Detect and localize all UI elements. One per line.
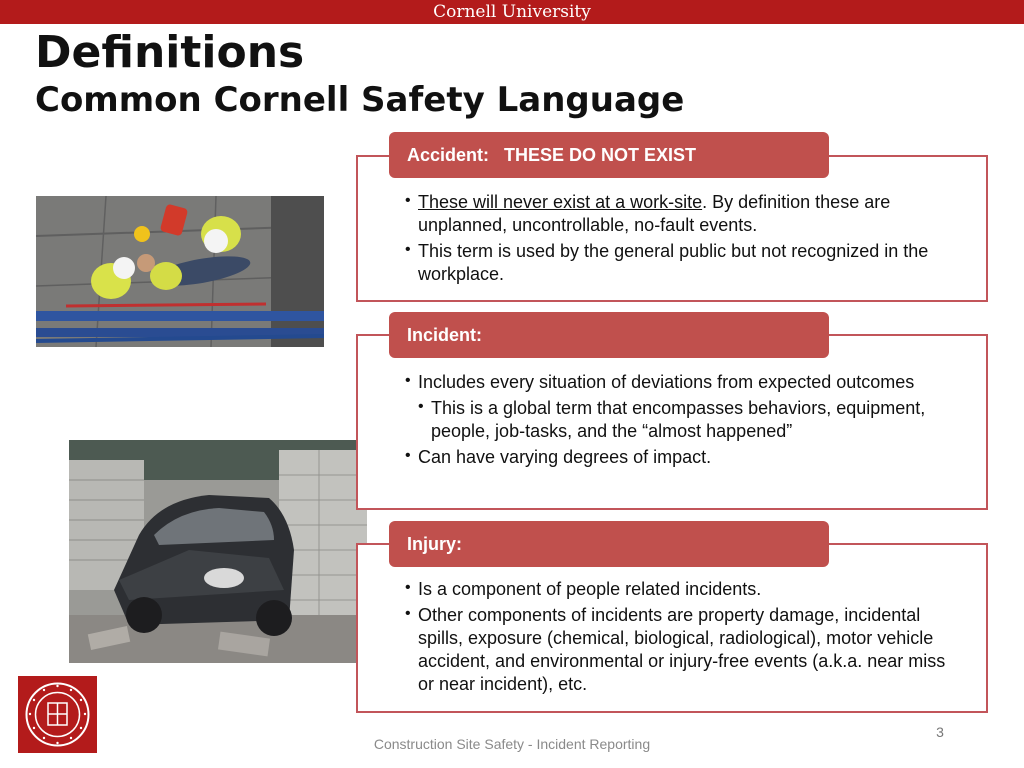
list-item: • This term is used by the general public but not recognized in the workplace.	[405, 240, 965, 286]
list-item: • This is a global term that encompasses behaviors, equipment, people, job-tasks, and the “almost happened”	[418, 397, 965, 443]
cornell-seal-logo	[18, 676, 97, 753]
injury-bullet-list	[405, 578, 965, 699]
accident-heading-tab	[389, 132, 829, 178]
list-item	[405, 191, 965, 237]
crashed-car-photo	[69, 440, 367, 663]
list-item: • Is a component of people related incidents.	[405, 578, 965, 601]
injury-heading: Injury:	[407, 534, 463, 554]
slide-title: Definitions	[35, 27, 305, 78]
incident-heading: Incident:	[407, 325, 482, 345]
list-item: • Other components of incidents are property damage, incidental spills, exposure (chemical, biological, radiological), motor vehicle accident, and environmental or injury-free events (a.k.a. near miss or near incident), etc.	[405, 604, 965, 696]
university-header-bar	[0, 0, 1024, 24]
injury-heading-tab	[389, 521, 829, 567]
accident-heading: Accident: THESE DO NOT EXIST	[407, 145, 697, 165]
page-number: 3	[936, 724, 944, 740]
list-item: • Can have varying degrees of impact.	[405, 446, 965, 469]
slide-subtitle: Common Cornell Safety Language	[35, 80, 685, 120]
bullet-text: . By definition these are unplanned, uncontrollable, no-fault events.	[418, 192, 891, 235]
injured-worker-photo	[36, 196, 324, 347]
footer-text: Construction Site Safety - Incident Reporting	[373, 736, 651, 752]
underlined-text: These will never exist at a work-site	[418, 192, 703, 212]
incident-heading-tab	[389, 312, 829, 358]
accident-bullet-list	[405, 191, 965, 289]
list-item: • Includes every situation of deviations from expected outcomes	[405, 371, 965, 394]
university-name: Cornell University	[433, 2, 591, 22]
incident-bullet-list	[405, 371, 965, 472]
